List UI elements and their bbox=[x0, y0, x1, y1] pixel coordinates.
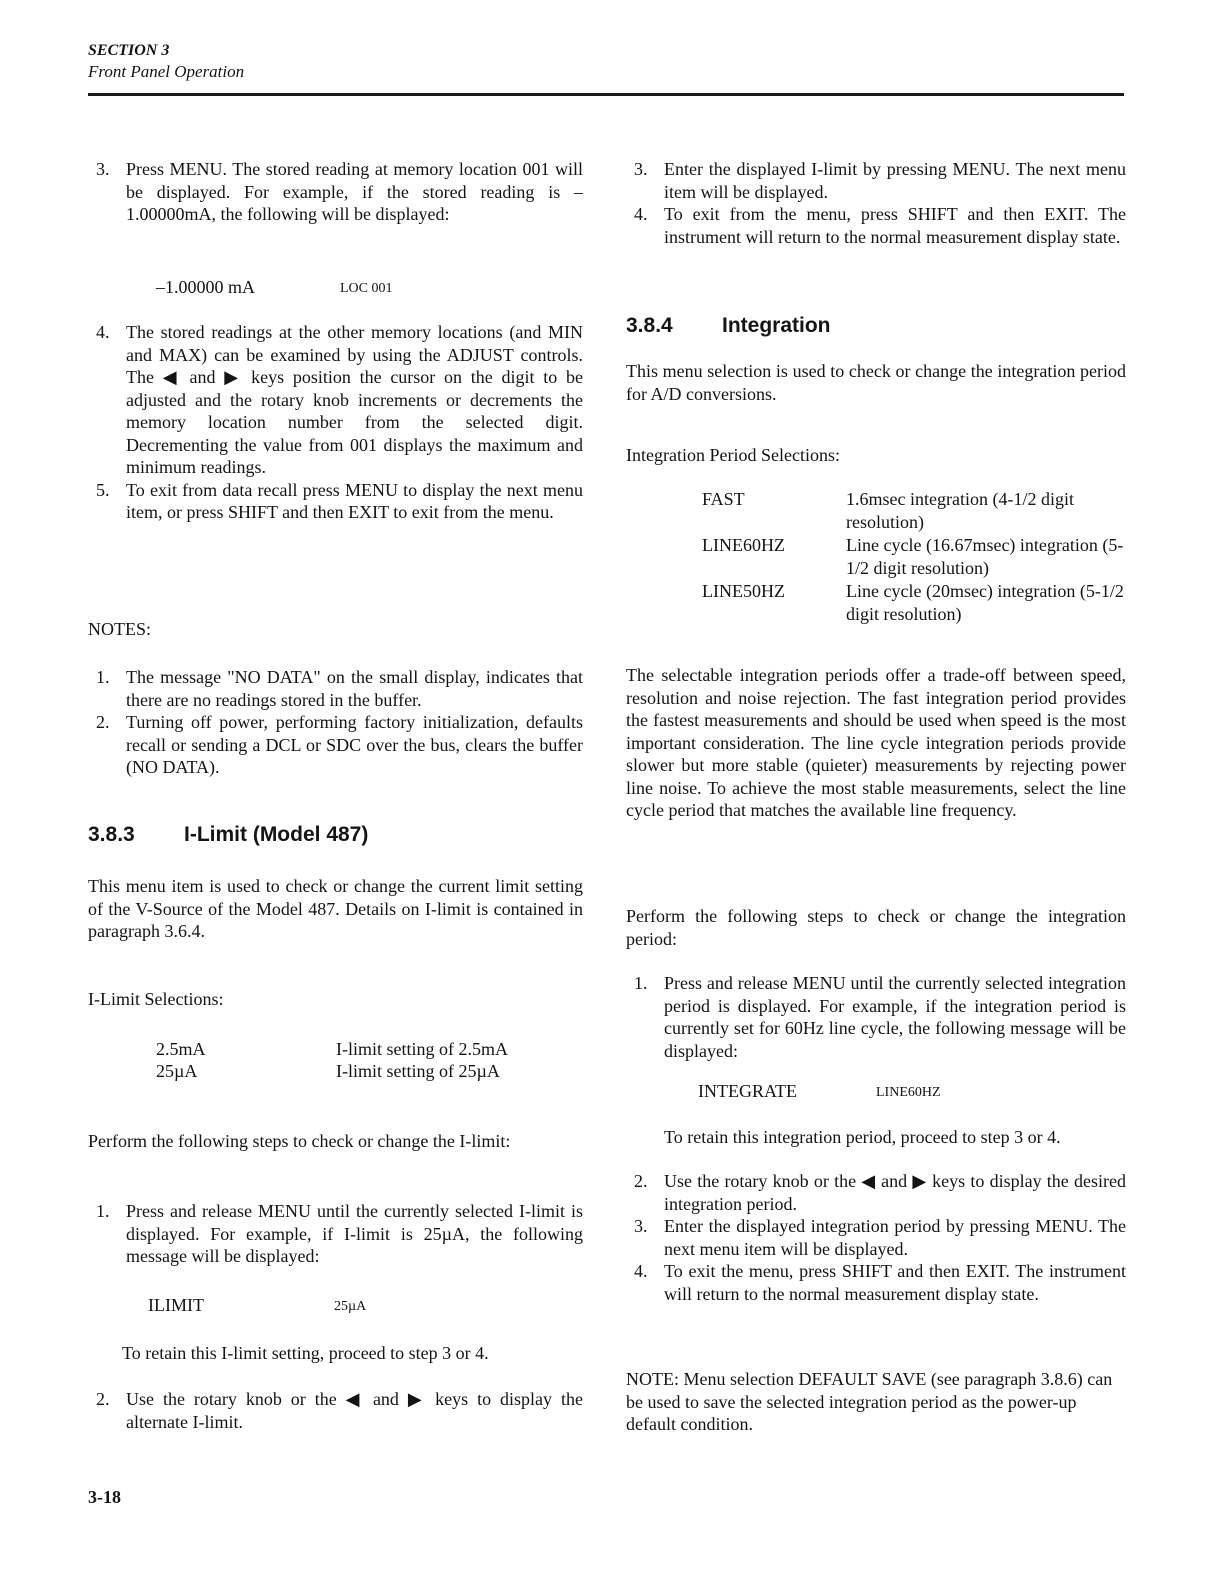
list-item bbox=[88, 1388, 583, 1433]
integration-step-1 bbox=[626, 972, 1126, 1062]
section-label: SECTION 3 bbox=[88, 42, 170, 59]
integration-steps-b bbox=[626, 1170, 1126, 1305]
right-steps-a bbox=[626, 158, 1126, 248]
integ-sel-value: LINE60HZ bbox=[702, 535, 785, 555]
ilimit-sel-value: 25µA bbox=[156, 1061, 198, 1081]
list-number: 4. bbox=[96, 322, 110, 342]
display-ilimit-value: 25µA bbox=[334, 1299, 367, 1314]
integration-retain-text: To retain this integration period, proceed to step 3 or 4. bbox=[664, 1127, 1061, 1147]
heading-number: 3.8.4 bbox=[626, 314, 673, 337]
list-item bbox=[626, 1260, 1126, 1305]
list-item bbox=[626, 1215, 1126, 1260]
ilimit-sel-value: 2.5mA bbox=[156, 1039, 206, 1059]
list-item bbox=[88, 479, 583, 524]
integ-sel-value: LINE50HZ bbox=[702, 581, 785, 601]
display-reading-location: LOC 001 bbox=[340, 281, 393, 296]
ilimit-retain-text: To retain this I-limit setting, proceed to step 3 or 4. bbox=[122, 1343, 489, 1363]
list-number: 2. bbox=[634, 1171, 648, 1191]
list-item bbox=[88, 711, 583, 779]
list-item bbox=[88, 1200, 583, 1268]
notes-list bbox=[88, 666, 583, 779]
list-text: The message "NO DATA" on the small display, indicates that there are no readings stored in the buffer. bbox=[126, 667, 583, 710]
ilimit-step-2 bbox=[88, 1388, 583, 1433]
list-text: Press and release MENU until the currently selected I-limit is displayed. For example, if I-limit is 25µA, the following message will be displayed: bbox=[126, 1201, 583, 1266]
heading-title: Integration bbox=[722, 314, 831, 337]
heading-number: 3.8.3 bbox=[88, 823, 135, 846]
list-item bbox=[88, 321, 583, 479]
list-item bbox=[626, 203, 1126, 248]
list-text: Enter the displayed integration period by pressing MENU. The next menu item will be displayed. bbox=[664, 1216, 1126, 1259]
page-number: 3-18 bbox=[88, 1487, 121, 1507]
list-text: Use the rotary knob or the ◀ and ▶ keys to display the desired integration period. bbox=[664, 1171, 1126, 1214]
integration-perform-text: Perform the following steps to check or change the integration period: bbox=[626, 906, 1126, 949]
display-reading-value: –1.00000 mA bbox=[156, 277, 255, 297]
left-steps-b bbox=[88, 321, 583, 524]
list-number: 3. bbox=[634, 1216, 648, 1236]
integ-sel-value: FAST bbox=[702, 489, 745, 509]
list-item bbox=[88, 158, 583, 226]
list-item bbox=[626, 1170, 1126, 1215]
ilimit-intro: This menu item is used to check or change the current limit setting of the V-Source of the Model 487. Details on I-limit is contained in paragraph 3.6.4. bbox=[88, 876, 583, 941]
section-subtitle: Front Panel Operation bbox=[88, 62, 245, 81]
section-heading-384 bbox=[626, 313, 1126, 339]
list-number: 1. bbox=[634, 973, 648, 993]
left-steps-a bbox=[88, 158, 583, 226]
display-ilimit-label: ILIMIT bbox=[148, 1295, 204, 1315]
list-number: 4. bbox=[634, 1261, 648, 1281]
list-number: 4. bbox=[634, 204, 648, 224]
integ-sel-desc: 1.6msec integration (4-1/2 digit resolution) bbox=[846, 489, 1074, 532]
section-heading-383 bbox=[88, 822, 583, 848]
integration-selections-label: Integration Period Selections: bbox=[626, 445, 840, 465]
display-integrate-value: LINE60HZ bbox=[876, 1085, 941, 1100]
ilimit-selections-label: I-Limit Selections: bbox=[88, 989, 224, 1009]
page-header bbox=[88, 40, 244, 82]
header-rule bbox=[88, 93, 1124, 96]
integ-sel-desc: Line cycle (16.67msec) integration (5-1/2 digit resolution) bbox=[846, 535, 1124, 578]
list-number: 3. bbox=[96, 159, 110, 179]
list-number: 5. bbox=[96, 479, 110, 500]
list-text: Enter the displayed I-limit by pressing MENU. The next menu item will be displayed. bbox=[664, 159, 1126, 202]
ilimit-sel-desc: I-limit setting of 25µA bbox=[336, 1061, 500, 1081]
list-item bbox=[626, 158, 1126, 203]
list-text: The stored readings at the other memory locations (and MIN and MAX) can be examined by using the ADJUST controls. The ◀ and ▶ keys position the cursor on the digit to be adjusted and the rotary knob increments or decrements the memory location number from the selected digit. Decrementing the value from 001 displays the maximum and minimum readings. bbox=[126, 322, 583, 477]
list-text: To exit the menu, press SHIFT and then EXIT. The instrument will return to the normal measurement display state. bbox=[664, 1261, 1126, 1304]
heading-title: I-Limit (Model 487) bbox=[184, 823, 369, 846]
list-number: 1. bbox=[96, 667, 110, 687]
notes-label: NOTES: bbox=[88, 619, 151, 639]
list-text: Press and release MENU until the currently selected integration period is displayed. For example, if the integration period is currently set for 60Hz line cycle, the following message will be displayed: bbox=[664, 973, 1126, 1061]
list-item bbox=[626, 972, 1126, 1062]
integration-note: NOTE: Menu selection DEFAULT SAVE (see paragraph 3.8.6) can be used to save the selected integration period as the power-up default condition. bbox=[626, 1369, 1113, 1434]
list-number: 2. bbox=[96, 1389, 110, 1409]
list-item bbox=[88, 666, 583, 711]
list-text: Turning off power, performing factory initialization, defaults recall or sending a DCL or SDC over the bus, clears the buffer (NO DATA). bbox=[126, 712, 583, 777]
list-text: Press MENU. The stored reading at memory location 001 will be displayed. For example, if the stored reading is –1.00000mA, the following will be displayed: bbox=[126, 159, 583, 224]
integration-tradeoff-text: The selectable integration periods offer a trade-off between speed, resolution and noise rejection. The fast integration period provides the fastest measurements and should be used when speed is the most important consideration. The line cycle integration periods provide slower but more stable (quieter) measurements by rejecting power line noise. To achieve the most stable measurements, select the line cycle period that matches the available line frequency. bbox=[626, 665, 1126, 820]
list-number: 3. bbox=[634, 159, 648, 179]
list-text: To exit from data recall press MENU to display the next menu item, or press SHIFT and then EXIT to exit from the menu. bbox=[126, 479, 583, 522]
integration-intro: This menu selection is used to check or change the integration period for A/D conversions. bbox=[626, 361, 1126, 404]
integ-sel-desc: Line cycle (20msec) integration (5-1/2 digit resolution) bbox=[846, 581, 1124, 624]
list-text: Use the rotary knob or the ◀ and ▶ keys to display the alternate I-limit. bbox=[126, 1389, 583, 1432]
display-integrate-label: INTEGRATE bbox=[698, 1081, 797, 1101]
ilimit-perform-text: Perform the following steps to check or change the I-limit: bbox=[88, 1131, 511, 1151]
ilimit-step-1 bbox=[88, 1200, 583, 1268]
list-number: 2. bbox=[96, 712, 110, 732]
ilimit-sel-desc: I-limit setting of 2.5mA bbox=[336, 1039, 508, 1059]
list-number: 1. bbox=[96, 1201, 110, 1221]
list-text: To exit from the menu, press SHIFT and then EXIT. The instrument will return to the normal measurement display state. bbox=[664, 204, 1126, 247]
